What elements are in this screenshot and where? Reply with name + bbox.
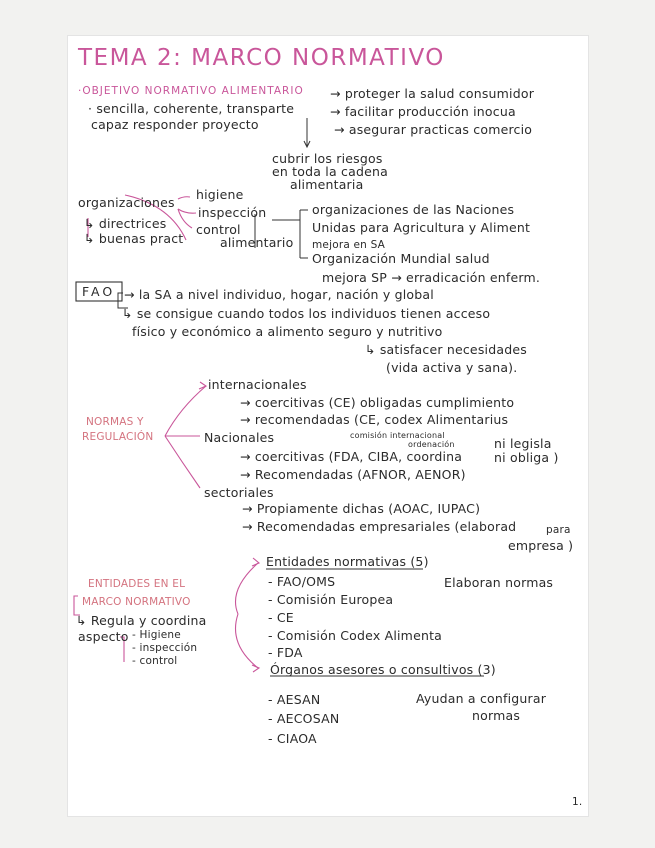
org-buenas-practicas: ↳ buenas pract (84, 231, 184, 246)
internacionales: internacionales (208, 377, 307, 392)
elaboran-normas: Elaboran normas (444, 575, 554, 590)
ni-legisla: ni legisla (494, 436, 552, 451)
recomendadas-nacionales: → Recomendadas (AFNOR, AENOR) (240, 467, 466, 482)
entidad-codex: - Comisión Codex Alimenta (268, 628, 443, 643)
nacionales: Nacionales (204, 430, 275, 445)
org-directrices: ↳ directrices (84, 216, 167, 231)
nota-ordenacion: ordenación (408, 440, 455, 449)
organo-aesan: - AESAN (268, 692, 321, 707)
regula-coordina: ↳ Regula y coordina (76, 613, 207, 628)
cubrir-line-2: en toda la cadena (272, 164, 388, 179)
org-alimentario: alimentario (220, 235, 294, 250)
coercitivas-internacionales: → coercitivas (CE) obligadas cumplimiento (240, 395, 515, 410)
sectoriales: sectoriales (204, 485, 274, 500)
org-higiene: higiene (196, 187, 244, 202)
organizaciones-label: organizaciones (78, 195, 175, 210)
page-title: TEMA 2: MARCO NORMATIVO (78, 45, 445, 71)
fao-line-5: (vida activa y sana). (386, 360, 518, 375)
recomendadas-empresariales: → Recomendadas empresariales (elaborad (242, 519, 517, 534)
objetivo-line-1: · sencilla, coherente, transparte (88, 101, 295, 116)
aspecto: aspecto (78, 629, 129, 644)
fao-box: FAO (82, 284, 116, 299)
entidad-fao-oms: - FAO/OMS (268, 574, 336, 589)
entidad-comision-europea: - Comisión Europea (268, 592, 394, 607)
fao-line-1: → la SA a nivel individuo, hogar, nación y global (124, 287, 434, 302)
entidades-normativas: Entidades normativas (5) (266, 554, 429, 569)
mejora-sp: mejora SP → erradicación enferm. (322, 270, 541, 285)
ayudan-normas: normas (472, 708, 521, 723)
ni-obliga: ni obliga ) (494, 450, 559, 465)
mejora-sa: mejora en SA (312, 239, 386, 251)
oms-line: Organización Mundial salud (312, 251, 490, 266)
coercitivas-nacionales: → coercitivas (FDA, CIBA, coordina (240, 449, 463, 464)
objetivo-line-2: capaz responder proyecto (91, 117, 259, 132)
organo-ciaoa: - CIAOA (268, 731, 317, 746)
normas-label-2: REGULACIÓN (82, 431, 154, 443)
aspecto-inspeccion: - inspección (132, 642, 198, 654)
normas-label-1: NORMAS Y (86, 416, 144, 428)
fao-line-3: físico y económico a alimento seguro y nutritivo (132, 324, 443, 339)
objetivo-heading: ·OBJETIVO NORMATIVO ALIMENTARIO (78, 85, 304, 97)
cubrir-line-3: alimentaria (290, 177, 364, 192)
unidas-line: Unidas para Agricultura y Aliment (312, 220, 531, 235)
entidades-label-2: MARCO NORMATIVO (82, 596, 191, 608)
entidades-label-1: ENTIDADES EN EL (88, 578, 186, 590)
entidad-ce: - CE (268, 610, 294, 625)
fao-line-4: ↳ satisfacer necesidades (365, 342, 527, 357)
objetivo-arrow-2: → facilitar producción inocua (330, 104, 516, 119)
organo-aecosan: - AECOSAN (268, 711, 340, 726)
onu-line: organizaciones de las Naciones (312, 202, 515, 217)
org-inspeccion: inspección (198, 205, 267, 220)
ayudan-configurar: Ayudan a configurar (416, 691, 547, 706)
recomendadas-internacionales: → recomendadas (CE, codex Alimentarius (240, 412, 509, 427)
objetivo-arrow-3: → asegurar practicas comercio (334, 122, 533, 137)
fao-line-2: ↳ se consigue cuando todos los individuos tienen acceso (122, 306, 491, 321)
objetivo-arrow-1: → proteger la salud consumidor (330, 86, 535, 101)
aspecto-higiene: - Higiene (132, 629, 181, 641)
cubrir-line-1: cubrir los riesgos (272, 151, 383, 166)
para: para (546, 524, 571, 536)
propiamente-dichas: → Propiamente dichas (AOAC, IUPAC) (242, 501, 481, 516)
entidad-fda: - FDA (268, 645, 303, 660)
page-number: 1. (572, 796, 583, 808)
organos-asesores: Órganos asesores o consultivos (3) (270, 662, 496, 677)
aspecto-control: - control (132, 655, 178, 667)
nota-comision: comisión internacional (350, 431, 445, 440)
org-control: control (196, 222, 241, 237)
empresa: empresa ) (508, 538, 574, 553)
